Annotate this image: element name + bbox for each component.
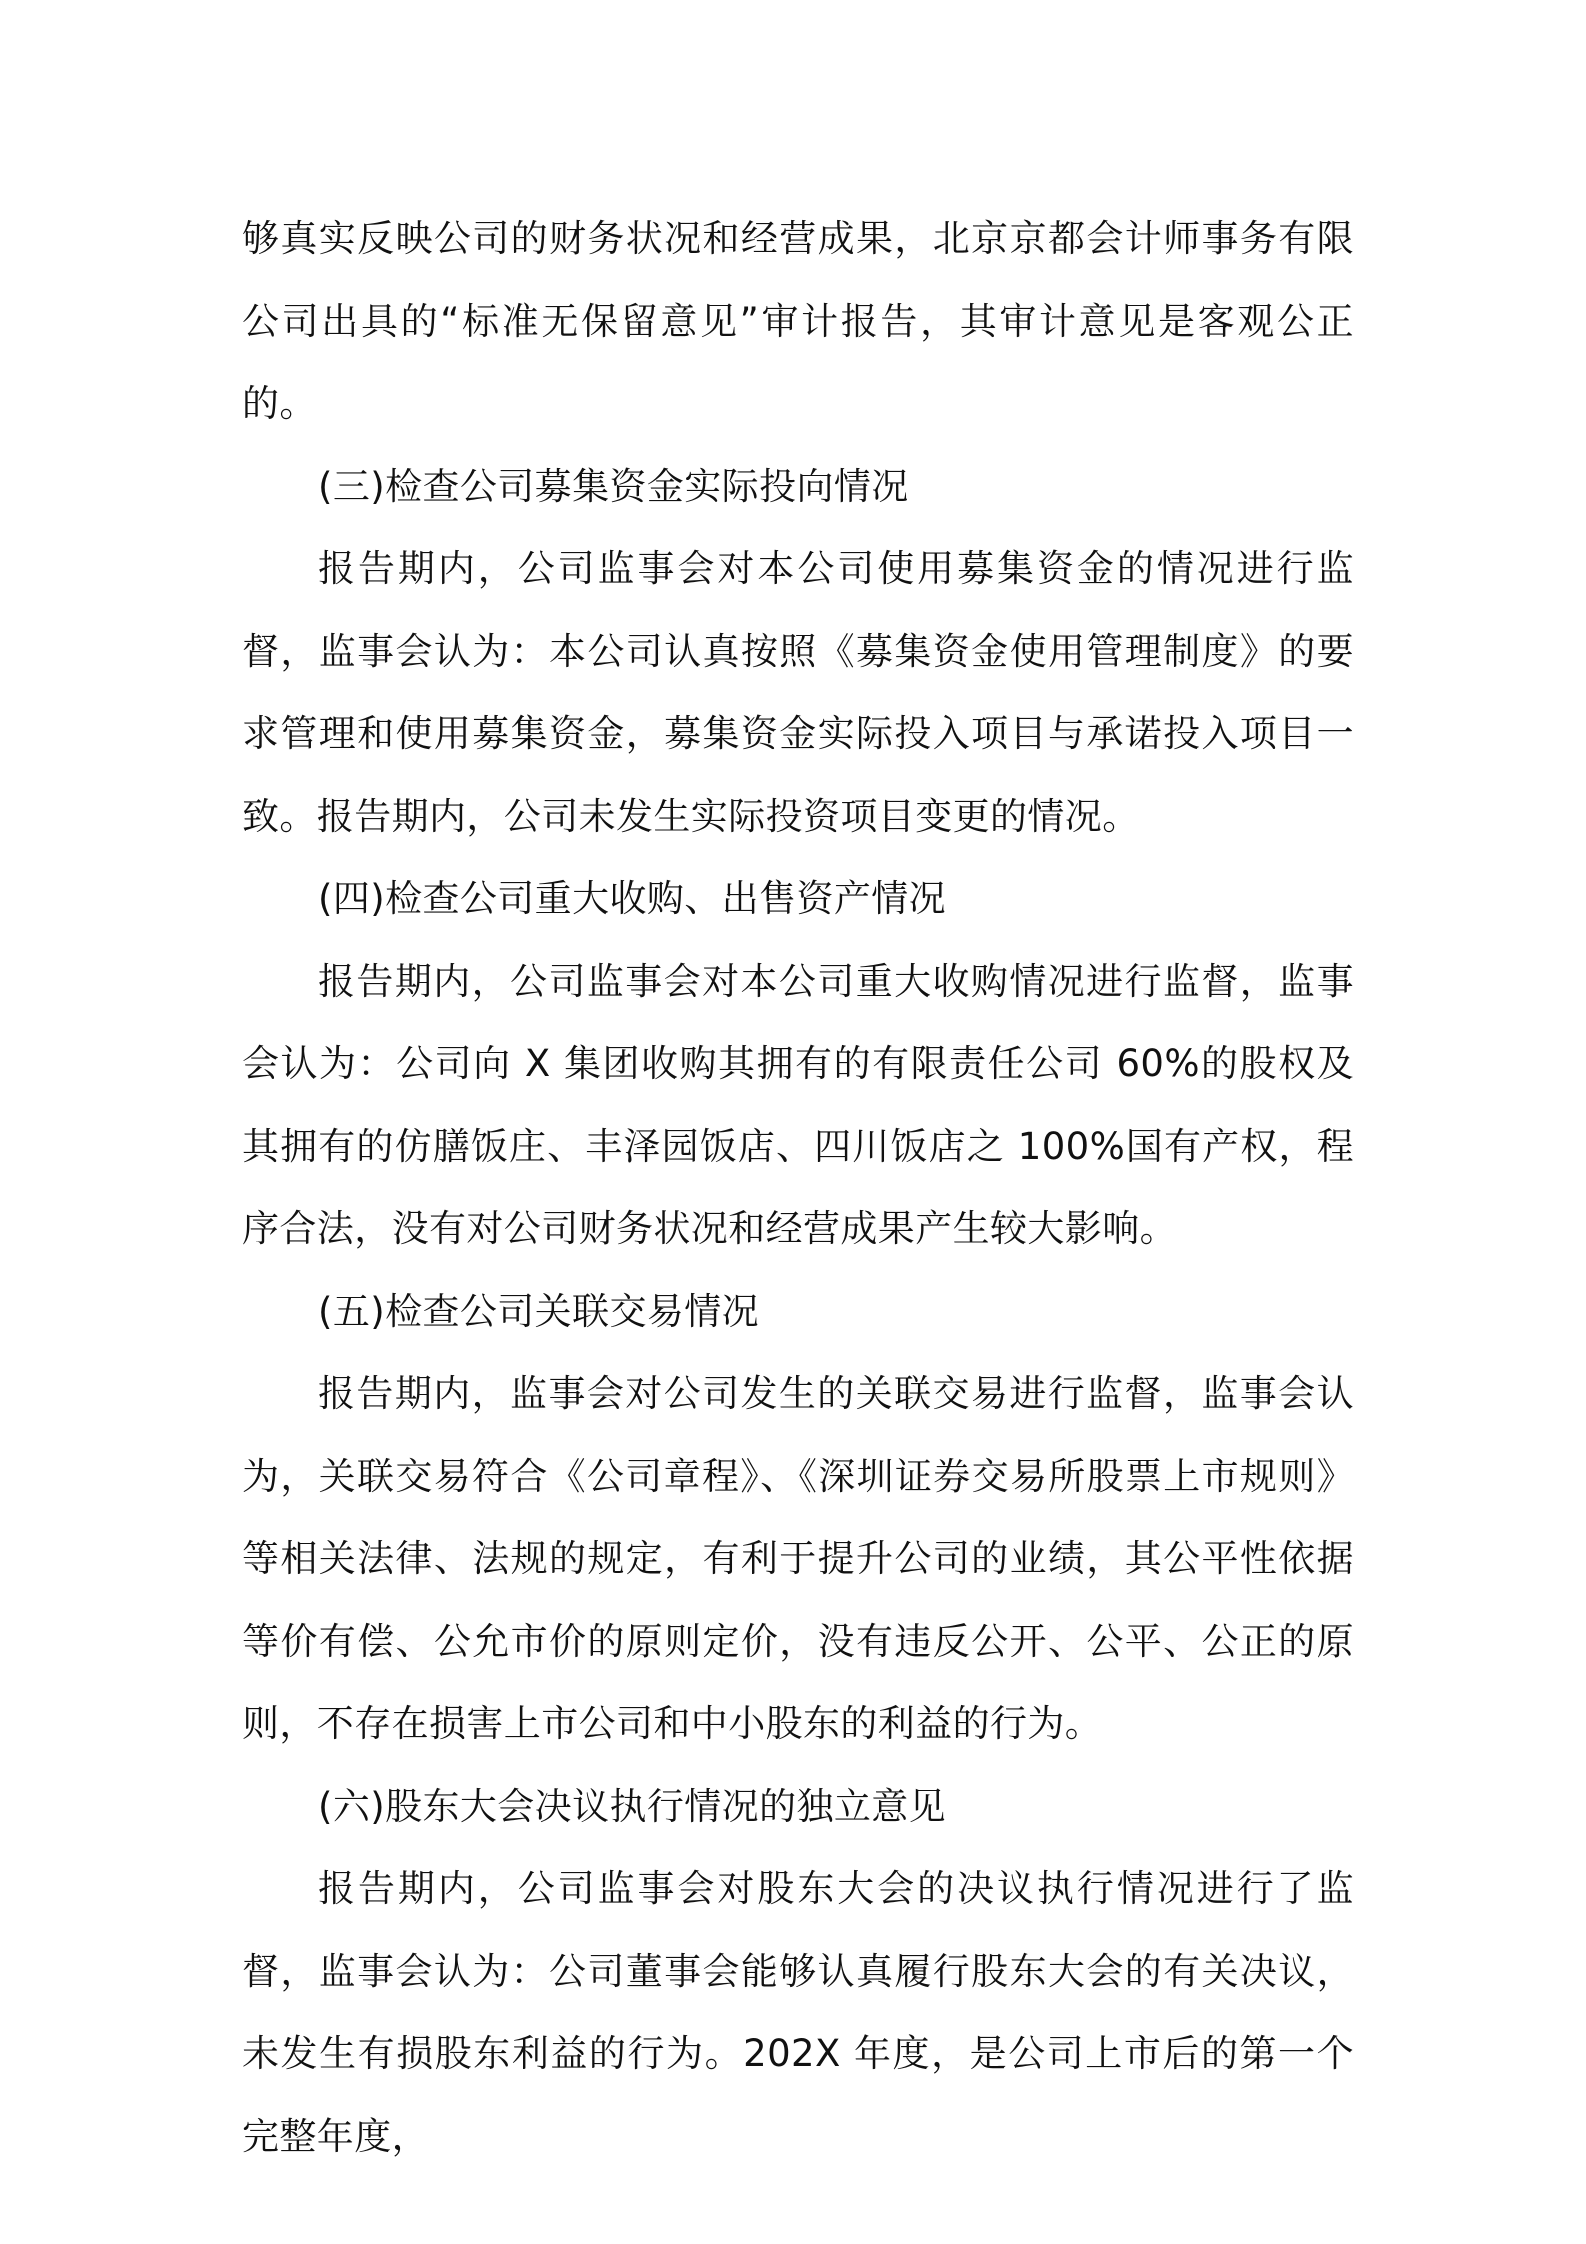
document-body [242,198,1354,2178]
paragraph-related-transactions: 报告期内，监事会对公司发生的关联交易进行监督，监事会认为，关联交易符合《公司章程》、《深圳证券交易所股票上市规则》等相关法律、法规的规定，有利于提升公司的业绩，其公平性依据等价有偿、公允市价的原则定价，没有违反公开、公平、公正的原则，不存在损害上市公司和中小股东的利益的行为。 [242,1372,1354,1745]
paragraph-acquisition: 报告期内，公司监事会对本公司重大收购情况进行监督，监事会认为：公司向 X 集团收购其拥有的有限责任公司 60%的股权及其拥有的仿膳饭庄、丰泽园饭店、四川饭店之 100%国有产权，程序合法，没有对公司财务状况和经营成果产生较大影响。 [242,959,1354,1250]
paragraph-shareholder-resolutions: 报告期内，公司监事会对股东大会的决议执行情况进行了监督，监事会认为：公司董事会能够认真履行股东大会的有关决议，未发生有损股东利益的行为。202X 年度，是公司上市后的第一个完整年度， [242,1867,1354,2158]
paragraph-fund-usage: 报告期内，公司监事会对本公司使用募集资金的情况进行监督，监事会认为：本公司认真按照《募集资金使用管理制度》的要求管理和使用募集资金，募集资金实际投入项目与承诺投入项目一致。报告期内，公司未发生实际投资项目变更的情况。 [242,547,1354,838]
paragraph-continuation: 够真实反映公司的财务状况和经营成果，北京京都会计师事务有限公司出具的“标准无保留意见”审计报告，其审计意见是客观公正的。 [242,217,1354,425]
section-heading-6: (六)股东大会决议执行情况的独立意见 [318,1784,947,1828]
section-heading-4: (四)检查公司重大收购、出售资产情况 [318,877,947,920]
section-heading-5: (五)检查公司关联交易情况 [318,1289,760,1333]
section-heading-3: (三)检查公司募集资金实际投向情况 [318,464,909,508]
